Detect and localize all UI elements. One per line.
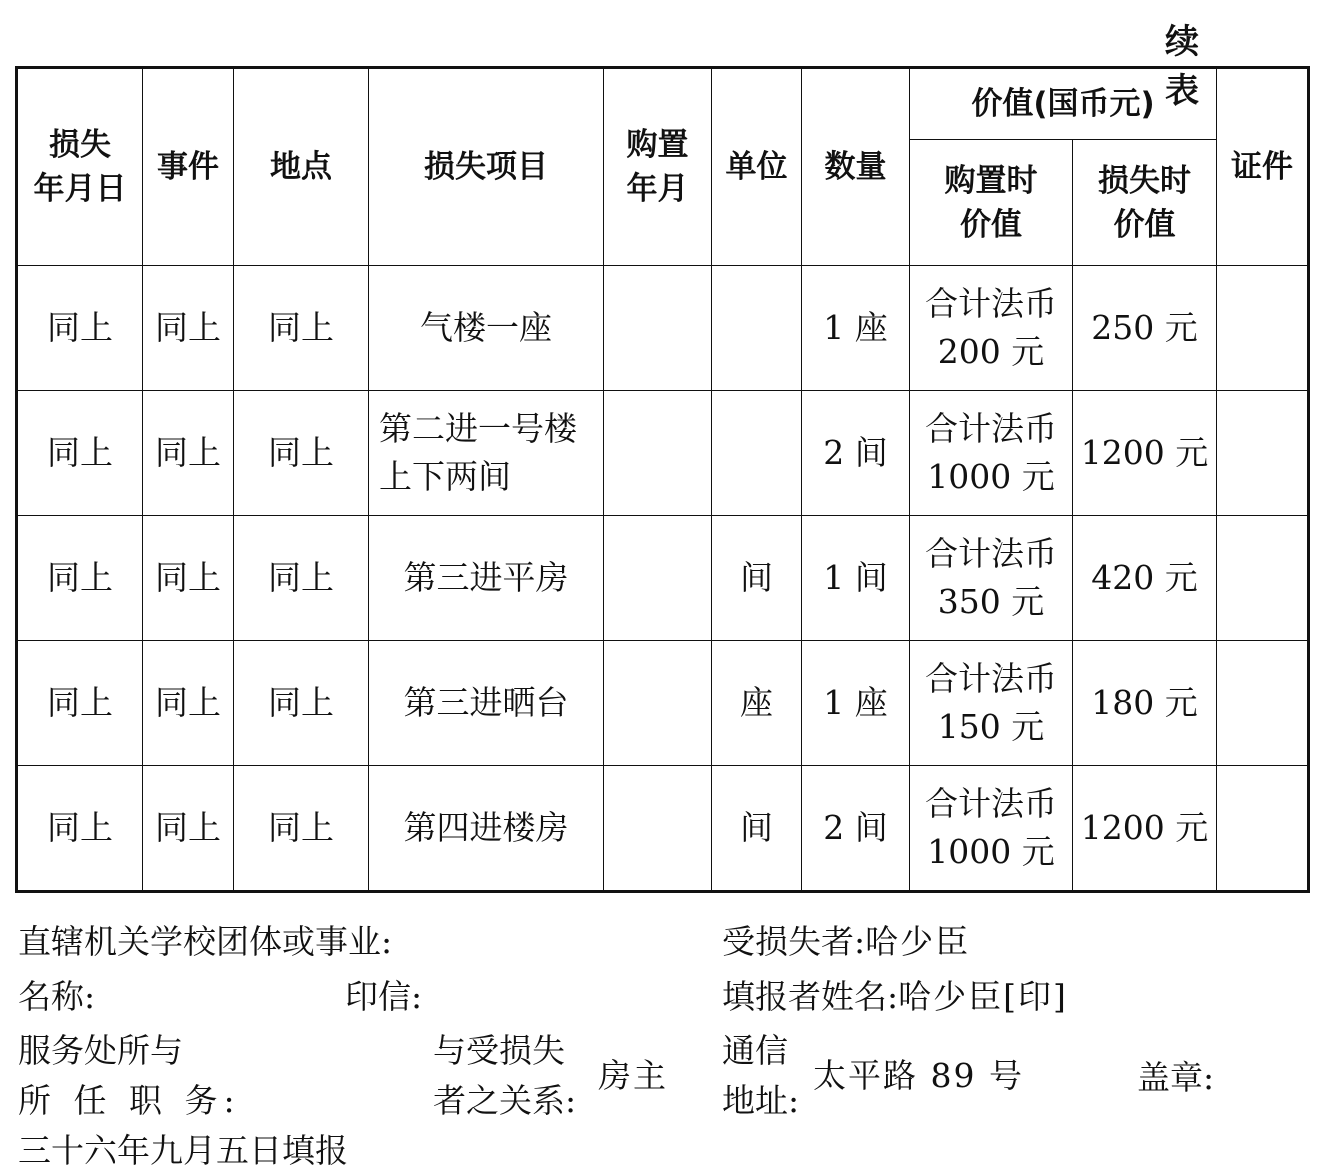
cell-event: 同上 xyxy=(143,516,234,641)
cell-place: 同上 xyxy=(234,266,369,391)
loss-table xyxy=(15,66,1310,893)
header-place: 地点 xyxy=(234,68,369,266)
cell-date: 同上 xyxy=(17,766,143,892)
cell-loss-value: 250 元 xyxy=(1073,266,1217,391)
cell-item: 第三进平房 xyxy=(369,516,604,641)
cell-quantity: 1 间 xyxy=(802,516,910,641)
cell-purchase-value: 合计法币 1000 元 xyxy=(910,766,1073,892)
seal-label: 印信: xyxy=(345,977,423,1016)
date-line: 三十六年九月五日填报 xyxy=(18,1131,348,1170)
victim-value: 哈少臣 xyxy=(865,922,971,961)
cell-loss-value: 180 元 xyxy=(1073,641,1217,766)
cell-item: 第三进晒台 xyxy=(369,641,604,766)
table-row xyxy=(17,766,1309,892)
cell-purchase-date xyxy=(604,391,712,516)
cell-purchase-value: 合计法币 350 元 xyxy=(910,516,1073,641)
header-certificate: 证件 xyxy=(1217,68,1309,266)
cell-unit: 座 xyxy=(712,641,802,766)
cell-purchase-value: 合计法币 150 元 xyxy=(910,641,1073,766)
cell-certificate xyxy=(1217,766,1309,892)
table-row xyxy=(17,391,1309,516)
header-value-group: 价值(国币元) xyxy=(910,68,1217,140)
continued-label: 续 表 xyxy=(1165,22,1229,111)
table-row xyxy=(17,516,1309,641)
cell-purchase-date xyxy=(604,266,712,391)
cell-item: 第二进一号楼上下两间 xyxy=(369,391,604,516)
victim-field xyxy=(722,916,970,963)
cell-unit: 间 xyxy=(712,766,802,892)
cell-unit xyxy=(712,266,802,391)
table-row xyxy=(17,266,1309,391)
header-purchase-value: 购置时 价值 xyxy=(910,140,1073,266)
address-label-2: 地址: xyxy=(722,1081,800,1120)
position-label-2: 所 任 职 务: xyxy=(18,1081,241,1120)
cell-place: 同上 xyxy=(234,766,369,892)
cell-purchase-value: 合计法币 200 元 xyxy=(910,266,1073,391)
cell-loss-value: 1200 元 xyxy=(1073,391,1217,516)
cell-item: 第四进楼房 xyxy=(369,766,604,892)
relation-value: 房主 xyxy=(598,1056,668,1095)
cell-loss-value: 1200 元 xyxy=(1073,766,1217,892)
cell-unit xyxy=(712,391,802,516)
header-date: 损失 年月日 xyxy=(17,68,143,266)
reporter-value: 哈少臣[印] xyxy=(898,977,1068,1016)
address-value: 太平路 89 号 xyxy=(813,1056,1024,1095)
stamp-label: 盖章: xyxy=(1137,1058,1215,1097)
cell-event: 同上 xyxy=(143,641,234,766)
cell-quantity: 1 座 xyxy=(802,641,910,766)
header-loss-value: 损失时 价值 xyxy=(1073,140,1217,266)
org-label-1: 直辖机关学校团体或事业: xyxy=(18,922,393,961)
cell-purchase-value: 合计法币 1000 元 xyxy=(910,391,1073,516)
relation-label-2: 者之关系: xyxy=(433,1081,577,1120)
cell-purchase-date xyxy=(604,516,712,641)
cell-quantity: 2 间 xyxy=(802,391,910,516)
reporter-field xyxy=(722,971,1068,1018)
cell-quantity: 2 间 xyxy=(802,766,910,892)
header-unit: 单位 xyxy=(712,68,802,266)
header-item: 损失项目 xyxy=(369,68,604,266)
address-label-1: 通信 xyxy=(722,1031,788,1070)
cell-purchase-date xyxy=(604,766,712,892)
header-purchase-date: 购置 年月 xyxy=(604,68,712,266)
cell-date: 同上 xyxy=(17,391,143,516)
cell-place: 同上 xyxy=(234,641,369,766)
cell-event: 同上 xyxy=(143,266,234,391)
cell-date: 同上 xyxy=(17,641,143,766)
cell-quantity: 1 座 xyxy=(802,266,910,391)
cell-place: 同上 xyxy=(234,516,369,641)
reporter-label: 填报者姓名: xyxy=(722,977,899,1016)
cell-purchase-date xyxy=(604,641,712,766)
cell-unit: 间 xyxy=(712,516,802,641)
cell-certificate xyxy=(1217,516,1309,641)
header-quantity: 数量 xyxy=(802,68,910,266)
cell-date: 同上 xyxy=(17,516,143,641)
cell-event: 同上 xyxy=(143,766,234,892)
relation-label-1: 与受损失 xyxy=(433,1031,565,1070)
position-label-1: 服务处所与 xyxy=(18,1031,183,1070)
cell-loss-value: 420 元 xyxy=(1073,516,1217,641)
cell-certificate xyxy=(1217,391,1309,516)
cell-certificate xyxy=(1217,641,1309,766)
cell-item: 气楼一座 xyxy=(369,266,604,391)
header-event: 事件 xyxy=(143,68,234,266)
victim-label: 受损失者: xyxy=(722,922,866,961)
cell-certificate xyxy=(1217,266,1309,391)
cell-event: 同上 xyxy=(143,391,234,516)
cell-place: 同上 xyxy=(234,391,369,516)
table-row xyxy=(17,641,1309,766)
cell-date: 同上 xyxy=(17,266,143,391)
org-label-2: 名称: xyxy=(18,977,96,1016)
